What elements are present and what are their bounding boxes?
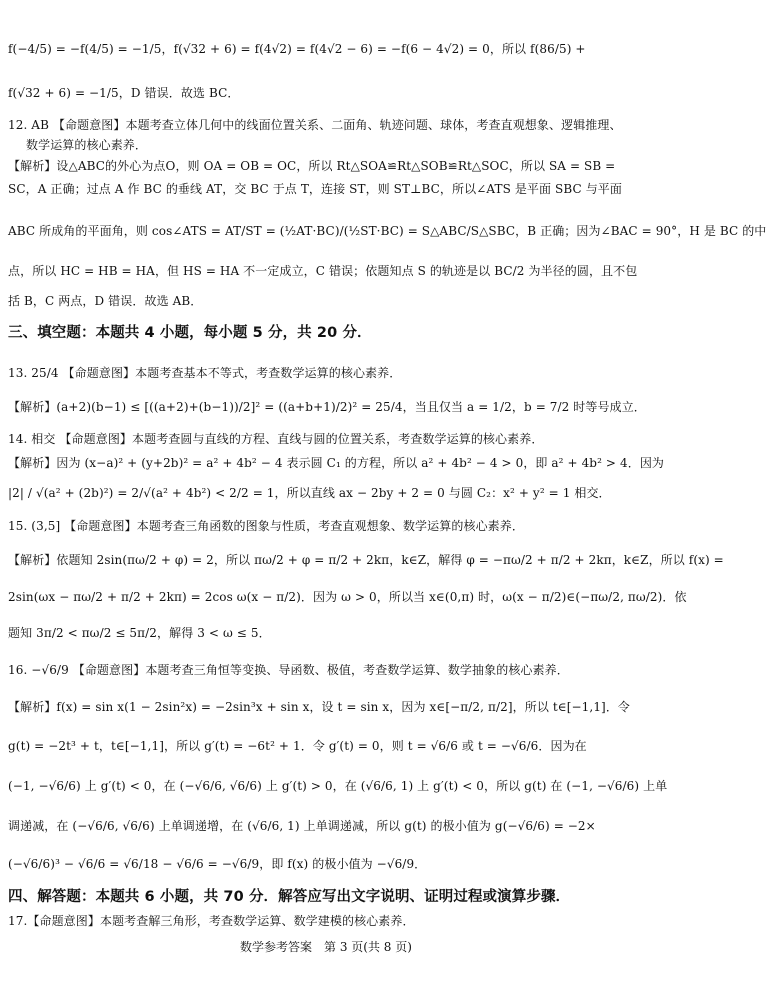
text-line: 数学运算的核心素养． (26, 138, 148, 152)
text-line: (−1, −√6/6) 上 g′(t) < 0，在 (−√6/6, √6/6) 上 g′(t) > 0，在 (√6/6, 1) 上 g′(t) < 0，所以 g(t) 在 (−1, −√6/6) 上单 (8, 779, 668, 793)
text-line: 14. 相交 【命题意图】本题考查圆与直线的方程、直线与圆的位置关系，考查数学运算的核心素养． (8, 432, 544, 446)
text-line: 13. 25/4 【命题意图】本题考查基本不等式，考查数学运算的核心素养． (8, 366, 402, 380)
text-line: 【解析】因为 (x−a)² + (y+2b)² = a² + 4b² − 4 表示圆 C₁ 的方程，所以 a² + 4b² − 4 > 0，即 a² + 4b² > 4．因为 (8, 456, 665, 470)
text-line: 点，所以 HC = HB = HA，但 HS = HA 不一定成立，C 错误；依题知点 S 的轨迹是以 BC/2 为半径的圆，且不包 (8, 264, 638, 278)
text-line: (−√6/6)³ − √6/6 = √6/18 − √6/6 = −√6/9，即 f(x) 的极小值为 −√6/9． (8, 857, 427, 871)
text-line: f(−4/5) = −f(4/5) = −1/5，f(√32 + 6) = f(4√2) = f(4√2 − 6) = −f(6 − 4√2) = 0，所以 f(86/5) + (8, 42, 586, 56)
text-line: 2sin(ωx − πω/2 + π/2 + 2kπ) = 2cos ω(x − π/2)．因为 ω > 0，所以当 x∈(0,π) 时，ω(x − π/2)∈(−πω/2, πω/2)．依 (8, 590, 687, 604)
text-line: 【解析】(a+2)(b−1) ≤ [((a+2)+(b−1))/2]² = ((a+b+1)/2)² = 25/4，当且仅当 a = 1/2，b = 7/2 时等号成立． (8, 400, 646, 414)
text-line: 【解析】f(x) = sin x(1 − 2sin²x) = −2sin³x + sin x，设 t = sin x，因为 x∈[−π/2, π/2]，所以 t∈[−1,1]．令 (8, 700, 631, 714)
text-line: ABC 所成角的平面角，则 cos∠ATS = AT/ST = (½AT·BC)/(½ST·BC) = S△ABC/S△SBC，B 正确；因为∠BAC = 90°，H 是 BC 的中 (8, 224, 766, 238)
text-line: 17.【命题意图】本题考查解三角形，考查数学运算、数学建模的核心素养． (8, 914, 415, 928)
page-footer: 数学参考答案 第 3 页(共 8 页) (240, 940, 412, 954)
text-line: 12. AB 【命题意图】本题考查立体几何中的线面位置关系、二面角、轨迹问题、球体，考查直观想象、逻辑推理、 (8, 118, 622, 132)
text-line: 【解析】依题知 2sin(πω/2 + φ) = 2，所以 πω/2 + φ = π/2 + 2kπ，k∈Z，解得 φ = −πω/2 + π/2 + 2kπ，k∈Z，所以 f(x) = (8, 553, 724, 567)
text-line: 16. −√6/9 【命题意图】本题考查三角恒等变换、导函数、极值，考查数学运算、数学抽象的核心素养． (8, 663, 569, 677)
section-heading: 四、解答题：本题共 6 小题，共 70 分．解答应写出文字说明、证明过程或演算步骤． (8, 889, 571, 905)
text-line: 括 B，C 两点，D 错误．故选 AB． (8, 294, 203, 308)
text-line: f(√32 + 6) = −1/5，D 错误．故选 BC． (8, 86, 240, 100)
text-line: SC，A 正确；过点 A 作 BC 的垂线 AT，交 BC 于点 T，连接 ST，则 ST⊥BC，所以∠ATS 是平面 SBC 与平面 (8, 182, 622, 196)
text-line: 调递减，在 (−√6/6, √6/6) 上单调递增，在 (√6/6, 1) 上单调递减，所以 g(t) 的极小值为 g(−√6/6) = −2× (8, 819, 596, 833)
text-line: 15. (3,5] 【命题意图】本题考查三角函数的图象与性质，考查直观想象、数学运算的核心素养． (8, 519, 524, 533)
section-heading: 三、填空题：本题共 4 小题，每小题 5 分，共 20 分． (8, 325, 372, 341)
text-line: 【解析】设△ABC的外心为点O，则 OA = OB = OC，所以 Rt△SOA≌Rt△SOB≌Rt△SOC，所以 SA = SB = (8, 159, 616, 173)
text-line: 题知 3π/2 < πω/2 ≤ 5π/2，解得 3 < ω ≤ 5． (8, 626, 271, 640)
text-line: |2| / √(a² + (2b)²) = 2/√(a² + 4b²) < 2/2 = 1，所以直线 ax − 2by + 2 = 0 与圆 C₂：x² + y² = 1 相交． (8, 486, 611, 500)
text-line: g(t) = −2t³ + t，t∈[−1,1]，所以 g′(t) = −6t² + 1．令 g′(t) = 0，则 t = √6/6 或 t = −√6/6．因为在 (8, 739, 587, 753)
